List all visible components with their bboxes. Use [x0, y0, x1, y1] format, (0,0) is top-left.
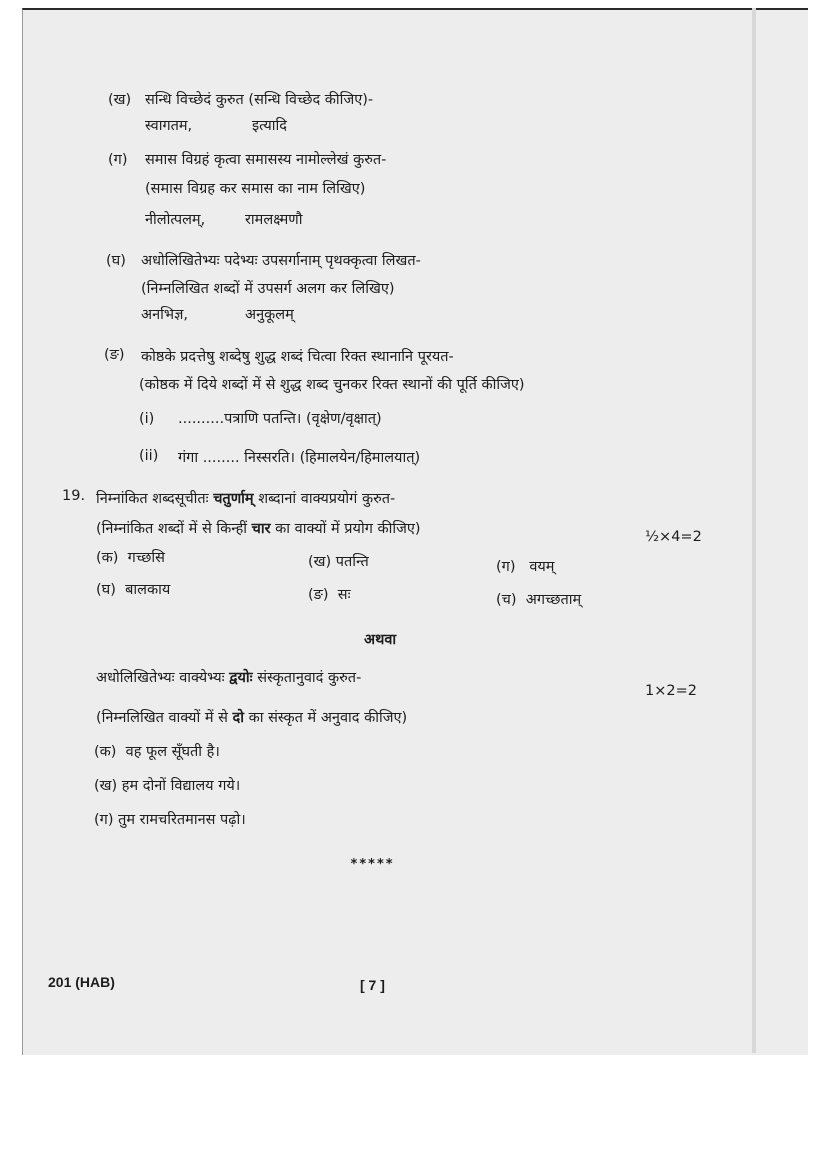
alt-marks: 1×2=2	[645, 683, 697, 699]
gha-instruction: अधोलिखितेभ्यः पदेभ्यः उपसर्गानाम् पृथक्कृत्वा लिखत-	[141, 253, 421, 269]
q19-option-cha: (च) अगच्छताम्	[496, 592, 582, 608]
gha-word-1: अनभिज्ञ,	[141, 307, 188, 323]
ga-label: (ग)	[108, 152, 128, 168]
alt-sentence-ka: (क) वह फूल सूँघती है।	[94, 744, 220, 760]
ga-word-2: रामलक्ष्मणौ	[245, 212, 303, 228]
q19-instruction-hindi: (निम्नांकित शब्दों में से किन्हीं चार का वाक्यों में प्रयोग कीजिए)	[96, 521, 421, 537]
paper-code: 201 (HAB)	[48, 974, 115, 990]
gha-word-2: अनुकूलम्	[245, 307, 294, 323]
q19-option-nga: (ङ) सः	[308, 587, 351, 603]
q19-marks: ½×4=2	[645, 529, 702, 545]
alt-instruction: अधोलिखितेभ्यः वाक्येभ्यः द्वयोः संस्कृतानुवादं कुरुत-	[96, 670, 362, 686]
q19-option-gha: (घ) बालकाय	[96, 582, 171, 598]
gha-label: (घ)	[106, 253, 126, 269]
page-edge-shadow	[752, 8, 756, 1053]
nga-instruction-hindi: (कोष्ठक में दिये शब्दों में से शुद्ध शब्द चुनकर रिक्त स्थानों की पूर्ति कीजिए)	[139, 377, 525, 393]
q19-instruction: निम्नांकित शब्दसूचीतः चतुर्णाम् शब्दानां वाक्यप्रयोगं कुरुत-	[96, 491, 396, 507]
end-marker: *****	[350, 857, 395, 872]
alt-sentence-ga: (ग) तुम रामचरितमानस पढ़ो।	[94, 812, 246, 828]
alt-sentence-kha: (ख) हम दोनों विद्यालय गये।	[94, 778, 241, 794]
q19-option-ka: (क) गच्छसि	[96, 550, 165, 566]
nga-item-2-text: गंगा ........ निस्सरति। (हिमालयेन/हिमालयात्)	[178, 450, 421, 466]
nga-item-1-text: ..........पत्राणि पतन्ति। (वृक्षेण/वृक्षात्)	[178, 411, 382, 427]
q19-option-ga: (ग) वयम्	[496, 559, 555, 575]
kha-word-2: इत्यादि	[252, 118, 287, 134]
kha-label: (ख)	[108, 92, 132, 108]
nga-label: (ङ)	[104, 347, 125, 363]
page-number: [ 7 ]	[360, 977, 385, 993]
nga-instruction: कोष्ठके प्रदत्तेषु शब्देषु शुद्ध शब्दं चित्वा रिक्त स्थानानि पूरयत-	[141, 349, 454, 365]
alt-instruction-hindi: (निम्नलिखित वाक्यों में से दो का संस्कृत में अनुवाद कीजिए)	[96, 710, 408, 726]
gha-instruction-hindi: (निम्नलिखित शब्दों में उपसर्ग अलग कर लिखिए)	[141, 281, 395, 297]
ga-word-1: नीलोत्पलम्,	[145, 212, 206, 228]
athava-heading: अथवा	[364, 632, 397, 648]
ga-instruction: समास विग्रहं कृत्वा समासस्य नामोल्लेखं कुरुत-	[145, 152, 387, 168]
kha-instruction: सन्धि विच्छेदं कुरुत (सन्धि विच्छेद कीजिए)-	[145, 92, 374, 108]
q19-option-kha: (ख) पतन्ति	[308, 554, 369, 570]
kha-word-1: स्वागतम,	[145, 118, 193, 134]
nga-item-2-num: (ii)	[139, 448, 159, 464]
nga-item-1-num: (i)	[139, 411, 155, 427]
ga-instruction-hindi: (समास विग्रह कर समास का नाम लिखिए)	[145, 181, 366, 197]
q19-number: 19.	[62, 488, 86, 504]
